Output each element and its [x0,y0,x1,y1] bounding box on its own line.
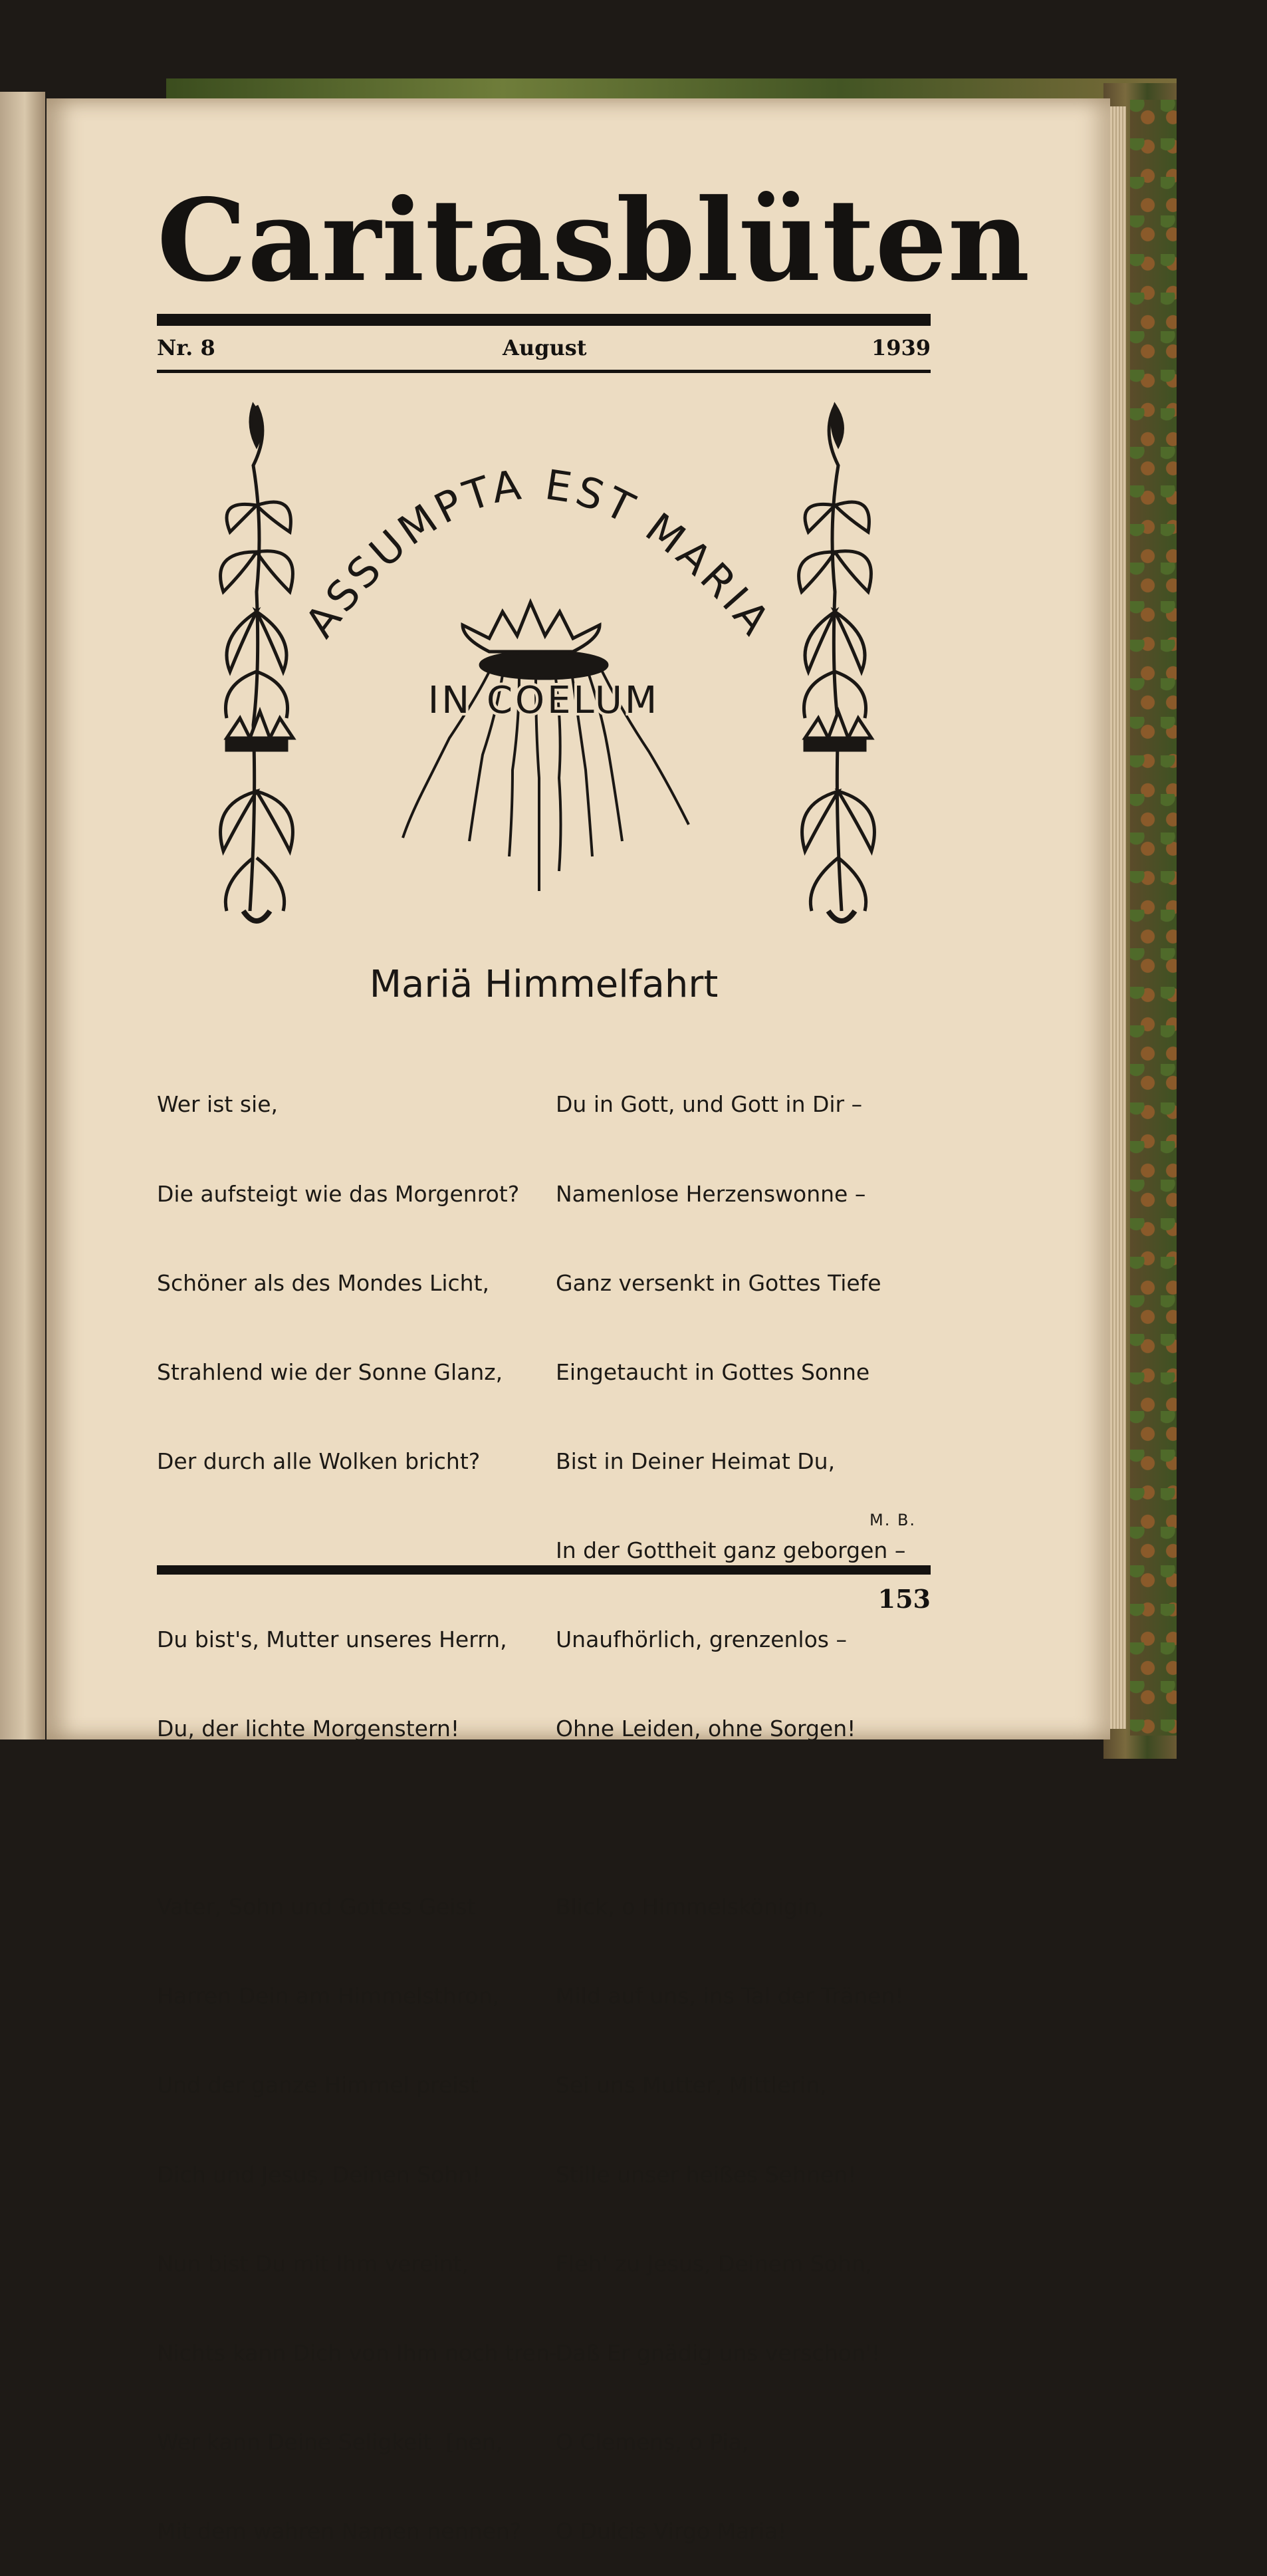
poem-line: O Dulcis Virgo Maria! [556,2517,787,2544]
poem-line: Du, der lichte Morgenstern! [157,1716,460,1742]
poem-line: Nun bist Du mit Ihm vereint, [157,2250,469,2277]
issue-year: 1939 [871,335,931,360]
issue-number: Nr. 8 [157,335,215,360]
poem-line: Daß Er gnädig uns verschon'! [556,2339,881,2366]
poem-line: Der durch alle Wolken bricht? [157,1448,481,1474]
poem-line: Vater, Sohn und Gottes Geist [157,1894,476,1920]
poem-line: Eingetaucht in Gottes Sonne [556,1358,870,1385]
left-lily-column [221,406,293,921]
marbled-cover [1130,100,1177,1736]
masthead-title: Caritasblüten [157,174,1031,307]
poem-line: O Clemens, o Pia, [556,2428,749,2455]
left-crown-icon [227,711,293,738]
poem-line: Strahlend wie der Sonne Glanz, [157,1358,503,1385]
poem-line: Und der ganze Himmel preist [157,2072,479,2099]
poem-line: Blick, o Himmelskönigin, [556,1894,825,1920]
poem-line: Sei uns Mutter, Mittlerin, [556,2072,827,2099]
right-lily-column [799,406,875,921]
poem-line: Mit dem wahren Namen nennen? [157,2517,522,2544]
poem-line: Harren Dein am Himmelsthron, [157,1983,499,2009]
central-crown-icon [463,602,607,678]
poem-line: Die aufsteigt wie das Morgenrot? [157,1180,520,1207]
poem-title: Mariä Himmelfahrt [369,963,719,1006]
right-crown-icon [805,711,871,738]
issue-month: August [503,335,587,360]
arc-text: ASSUMPTA EST MARIA [295,459,782,647]
poem-line: Dich und Jesus, Deinen Sohn! [157,2161,481,2188]
poem-right-column [556,1031,905,2576]
poem-line: Nichts kann Dich von Ihm noch tren- [157,2339,558,2366]
footer-rule [157,1565,931,1575]
poem-line [556,1803,905,1833]
author-signature: M. B. [869,1511,917,1529]
issue-line [157,335,931,364]
masthead-rule-top [157,314,931,326]
right-flame-icon [832,406,842,446]
book-cover-top [166,78,1177,98]
left-facing-page [0,92,45,1739]
poem-line [157,1536,558,1566]
poem-line: Schöner als des Mondes Licht, [157,1269,490,1296]
poem-line: Mild auf uns, ins Tal der Tränen! [556,1983,904,2009]
masthead-rule-bottom [157,370,931,373]
poem-line: Fleh' zu Jesus, Deinem Sohn, [556,2250,873,2277]
inner-text: IN COELUM [427,679,660,722]
poem-line: Stille unser heißes Sehnen! [556,2161,857,2188]
poem-line: Bist in Deiner Heimat Du, [556,1448,836,1474]
poem-line: Namenlose Herzenswonne – [556,1180,866,1207]
poem-line [157,1803,558,1833]
poem-line: Unaufhörlich, grenzenlos – [556,1626,847,1652]
page-number: 153 [877,1584,931,1614]
poem-left-column [157,1031,558,2576]
poem-line: Du in Gott, und Gott in Dir – [556,1091,863,1118]
poem-line: In der Gottheit ganz geborgen – [556,1537,906,1563]
poem-line: Du bist's, Mutter unseres Herrn, [157,1626,507,1652]
assumption-illustration [157,392,931,964]
poem-line: Ganz versenkt in Gottes Tiefe [556,1269,881,1296]
poem-line: Wer kann Deine Seligkeit [nen, [157,2428,503,2455]
poem-line: Wer ist sie, [157,1091,278,1118]
poem-line: Ohne Leiden, ohne Sorgen! [556,1716,856,1742]
